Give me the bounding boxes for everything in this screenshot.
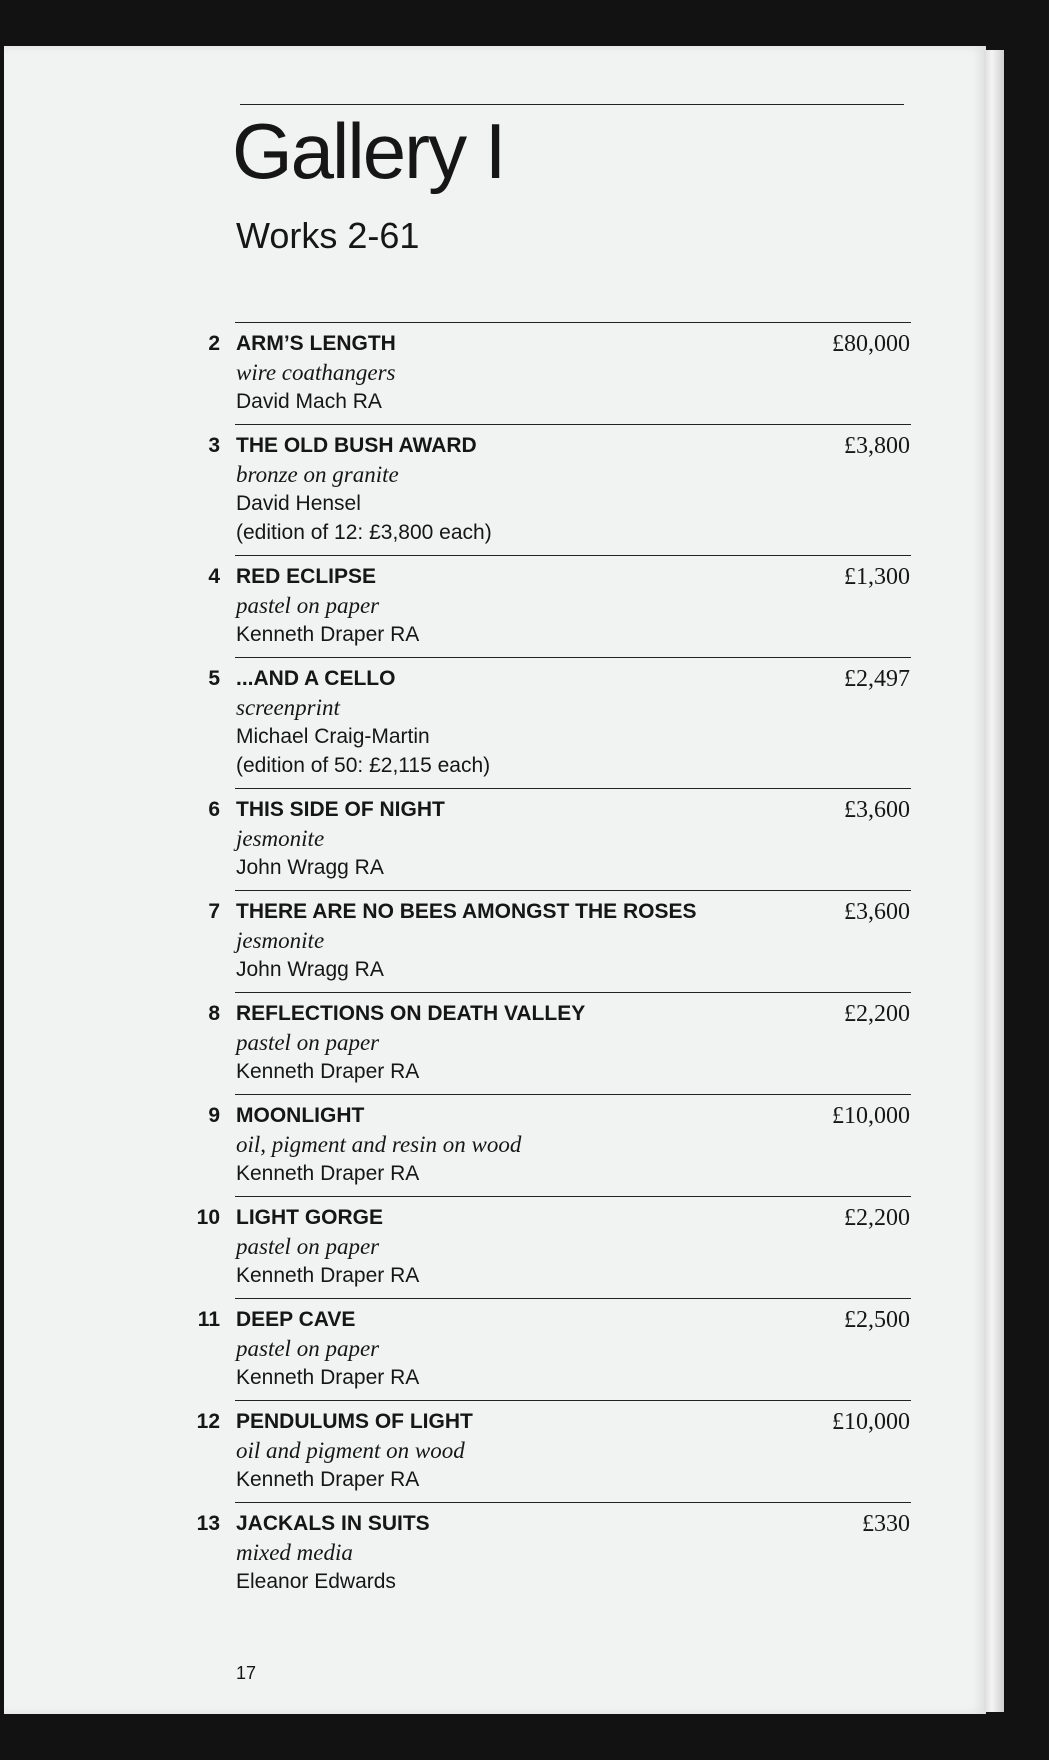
entry-details [236,796,796,882]
entry-title: MOONLIGHT [236,1104,365,1127]
catalogue-entry [0,555,982,657]
entry-medium: pastel on paper [236,1234,380,1259]
entry-number: 5 [208,667,220,690]
catalogue-entry [0,1502,982,1604]
entry-price: £80,000 [832,331,910,357]
entry-medium: bronze on granite [236,462,399,487]
entry-medium: jesmonite [236,928,325,953]
entry-number: 11 [197,1308,220,1331]
entry-details [236,432,796,547]
entry-price: £3,600 [844,797,910,823]
entry-number: 10 [196,1206,220,1229]
entry-details [236,1000,796,1086]
entry-medium: oil and pigment on wood [236,1438,465,1463]
entry-title: LIGHT GORGE [236,1206,383,1229]
entry-medium: oil, pigment and resin on wood [236,1132,522,1157]
entry-title: JACKALS IN SUITS [236,1512,430,1535]
catalogue-entry [0,322,982,424]
entry-artist: Michael Craig-Martin [236,725,430,748]
entry-number: 6 [208,798,220,821]
catalogue-entry [0,992,982,1094]
entry-details [236,1204,796,1290]
page-number: 17 [236,1663,257,1683]
entry-number: 12 [196,1410,220,1433]
entry-details [236,1408,796,1494]
entry-artist: Kenneth Draper RA [236,1264,420,1287]
entry-divider [235,992,911,993]
entry-price: £2,500 [844,1307,910,1333]
header-rule [240,104,904,105]
entry-price: £330 [862,1511,910,1537]
entry-artist: David Mach RA [236,390,382,413]
entry-divider [235,1196,911,1197]
entry-title: ...AND A CELLO [236,667,396,690]
entry-title: PENDULUMS OF LIGHT [236,1410,473,1433]
entry-artist: Eleanor Edwards [236,1570,396,1593]
entry-divider [235,657,911,658]
entry-price: £3,600 [844,899,910,925]
entry-title: THIS SIDE OF NIGHT [236,798,445,821]
entry-divider [235,1400,911,1401]
entry-divider [235,424,911,425]
entry-medium: jesmonite [236,826,325,851]
catalogue-entry [0,1400,982,1502]
entry-artist: Kenneth Draper RA [236,1162,420,1185]
entry-price: £3,800 [844,433,910,459]
page-title: Gallery I [232,107,505,195]
entry-details [236,665,796,780]
catalogue-entries [0,322,982,1604]
entry-details [236,898,796,984]
entry-medium: screenprint [236,695,340,720]
entry-details [236,1102,796,1188]
entry-title: THE OLD BUSH AWARD [236,434,477,457]
entry-title: ARM’S LENGTH [236,332,396,355]
entry-artist: John Wragg RA [236,856,384,879]
entry-divider [235,890,911,891]
page-subtitle: Works 2-61 [236,215,420,256]
entry-divider [235,555,911,556]
entry-divider [235,788,911,789]
entry-medium: pastel on paper [236,1336,380,1361]
entry-price: £2,200 [844,1001,910,1027]
entry-divider [235,1502,911,1503]
entry-details [236,1306,796,1392]
entry-title: REFLECTIONS ON DEATH VALLEY [236,1002,586,1025]
entry-divider [235,322,911,323]
entry-artist: Kenneth Draper RA [236,1366,420,1389]
catalogue-entry [0,890,982,992]
entry-edition: (edition of 12: £3,800 each) [236,521,492,544]
entry-number: 4 [208,565,220,588]
entry-price: £2,497 [844,666,910,692]
entry-artist: David Hensel [236,492,361,515]
catalogue-entry [0,424,982,555]
entry-price: £2,200 [844,1205,910,1231]
entry-details [236,1510,796,1596]
catalogue-entry [0,1298,982,1400]
entry-number: 2 [208,332,220,355]
entry-number: 8 [208,1002,220,1025]
entry-divider [235,1298,911,1299]
entry-divider [235,1094,911,1095]
entry-number: 7 [208,900,220,923]
entry-artist: John Wragg RA [236,958,384,981]
entry-details [236,330,796,416]
catalogue-entry [0,788,982,890]
entry-artist: Kenneth Draper RA [236,623,420,646]
entry-number: 9 [208,1104,220,1127]
catalogue-entry [0,657,982,788]
catalogue-entry [0,1094,982,1196]
entry-artist: Kenneth Draper RA [236,1060,420,1083]
entry-medium: pastel on paper [236,593,380,618]
entry-number: 13 [196,1512,220,1535]
catalogue-entry [0,1196,982,1298]
entry-medium: mixed media [236,1540,353,1565]
entry-medium: wire coathangers [236,360,396,385]
entry-details [236,563,796,649]
entry-title: THERE ARE NO BEES AMONGST THE ROSES [236,900,697,923]
entry-artist: Kenneth Draper RA [236,1468,420,1491]
entry-title: DEEP CAVE [236,1308,356,1331]
entry-price: £10,000 [832,1409,910,1435]
entry-title: RED ECLIPSE [236,565,377,588]
entry-medium: pastel on paper [236,1030,380,1055]
entry-number: 3 [208,434,220,457]
entry-price: £10,000 [832,1103,910,1129]
page-edge [984,50,1004,1712]
entry-edition: (edition of 50: £2,115 each) [236,754,491,777]
entry-price: £1,300 [844,564,910,590]
